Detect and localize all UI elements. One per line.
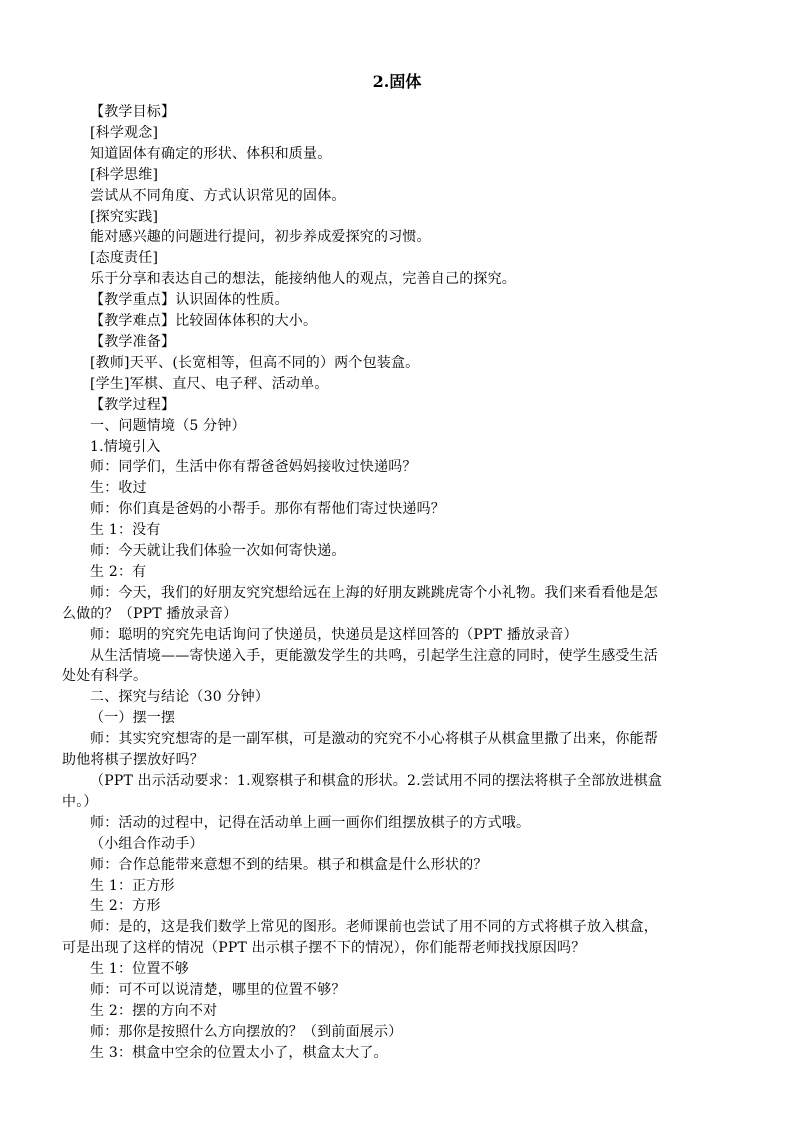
- text-line: 师：聪明的究究先电话询问了快递员，快递员是这样回答的（PPT 播放录音）: [90, 626, 578, 643]
- text-line: 师：你们真是爸妈的小帮手。那你有帮他们寄过快递吗？: [90, 501, 445, 518]
- text-line: 从生活情境——寄快递入手，更能激发学生的共鸣，引起学生注意的同时，使学生感受生活: [90, 647, 658, 664]
- text-line: 尝试从不同角度、方式认识常见的固体。: [90, 187, 346, 204]
- text-line: （一）摆一摆: [90, 710, 176, 727]
- text-line: [科学思维]: [90, 166, 159, 183]
- text-line: 师：活动的过程中，记得在活动单上画一画你们组摆放棋子的方式哦。: [90, 814, 531, 831]
- text-line: 师：可不可以说清楚，哪里的位置不够？: [90, 982, 346, 999]
- text-line: 二、探究与结论（30 分钟）: [90, 689, 270, 706]
- text-line: 生 2：有: [90, 563, 147, 580]
- text-line: 师：同学们，生活中你有帮爸爸妈妈接收过快递吗？: [90, 459, 417, 476]
- text-line: 可是出现了这样的情况（PPT 出示棋子摆不下的情况），你们能帮老师找找原因吗？: [62, 940, 586, 957]
- text-line: 师：是的，这是我们数学上常见的图形。老师课前也尝试了用不同的方式将棋子放入棋盒，: [90, 919, 658, 936]
- text-line: 师：今天，我们的好朋友究究想给远在上海的好朋友跳跳虎寄个小礼物。我们来看看他是怎: [90, 584, 658, 601]
- document-title: 2.固体: [372, 72, 422, 91]
- text-line: 生 1：没有: [90, 522, 161, 539]
- text-line: （PPT 出示活动要求：1.观察棋子和棋盒的形状。2.尝试用不同的摆法将棋子全部放进棋盒: [90, 773, 663, 789]
- text-line: 生 3：棋盒中空余的位置太小了，棋盒太大了。: [90, 1044, 388, 1061]
- text-line: 生 2：方形: [90, 898, 161, 915]
- text-line: [学生]军棋、直尺、电子秤、活动单。: [90, 375, 329, 392]
- text-line: 能对感兴趣的问题进行提问，初步养成爱探究的习惯。: [90, 229, 431, 246]
- text-line: （小组合作动手）: [90, 835, 204, 852]
- text-line: 【教学过程】: [90, 396, 176, 413]
- text-line: 1.情境引入: [90, 438, 161, 455]
- text-line: [态度责任]: [90, 250, 159, 267]
- text-line: 【教学难点】比较固体体积的大小。: [90, 313, 318, 330]
- text-line: 【教学准备】: [90, 333, 176, 350]
- text-line: 中。）: [62, 793, 98, 810]
- text-line: 生 1：位置不够: [90, 961, 189, 978]
- text-line: [科学观念]: [90, 124, 159, 141]
- text-line: 生：收过: [90, 480, 147, 497]
- document-body: [62, 102, 732, 1064]
- text-line: 处处有科学。: [62, 668, 148, 685]
- text-line: 知道固体有确定的形状、体积和质量。: [90, 145, 332, 162]
- text-line: [教师]天平、(长宽相等，但高不同的）两个包装盒。: [90, 354, 420, 371]
- text-line: [探究实践]: [90, 208, 159, 225]
- text-line: 师：今天就让我们体验一次如何寄快递。: [90, 543, 346, 560]
- text-line: 师：其实究究想寄的是一副军棋，可是激动的究究不小心将棋子从棋盒里撒了出来，你能帮: [90, 731, 658, 748]
- text-line: 一、问题情境（5 分钟）: [90, 417, 246, 434]
- text-line: 么做的？（PPT 播放录音）: [62, 605, 238, 622]
- text-line: 助他将棋子摆放好吗？: [62, 752, 204, 769]
- text-line: 乐于分享和表达自己的想法，能接纳他人的观点，完善自己的探究。: [90, 271, 516, 288]
- text-line: 【教学重点】认识固体的性质。: [90, 292, 289, 309]
- text-line: 生 1：正方形: [90, 877, 175, 894]
- text-line: 【教学目标】: [90, 104, 176, 120]
- text-line: 生 2：摆的方向不对: [90, 1002, 218, 1019]
- text-line: 师：那你是按照什么方向摆放的？（到前面展示）: [90, 1023, 403, 1040]
- text-line: 师：合作总能带来意想不到的结果。棋子和棋盒是什么形状的？: [90, 856, 488, 873]
